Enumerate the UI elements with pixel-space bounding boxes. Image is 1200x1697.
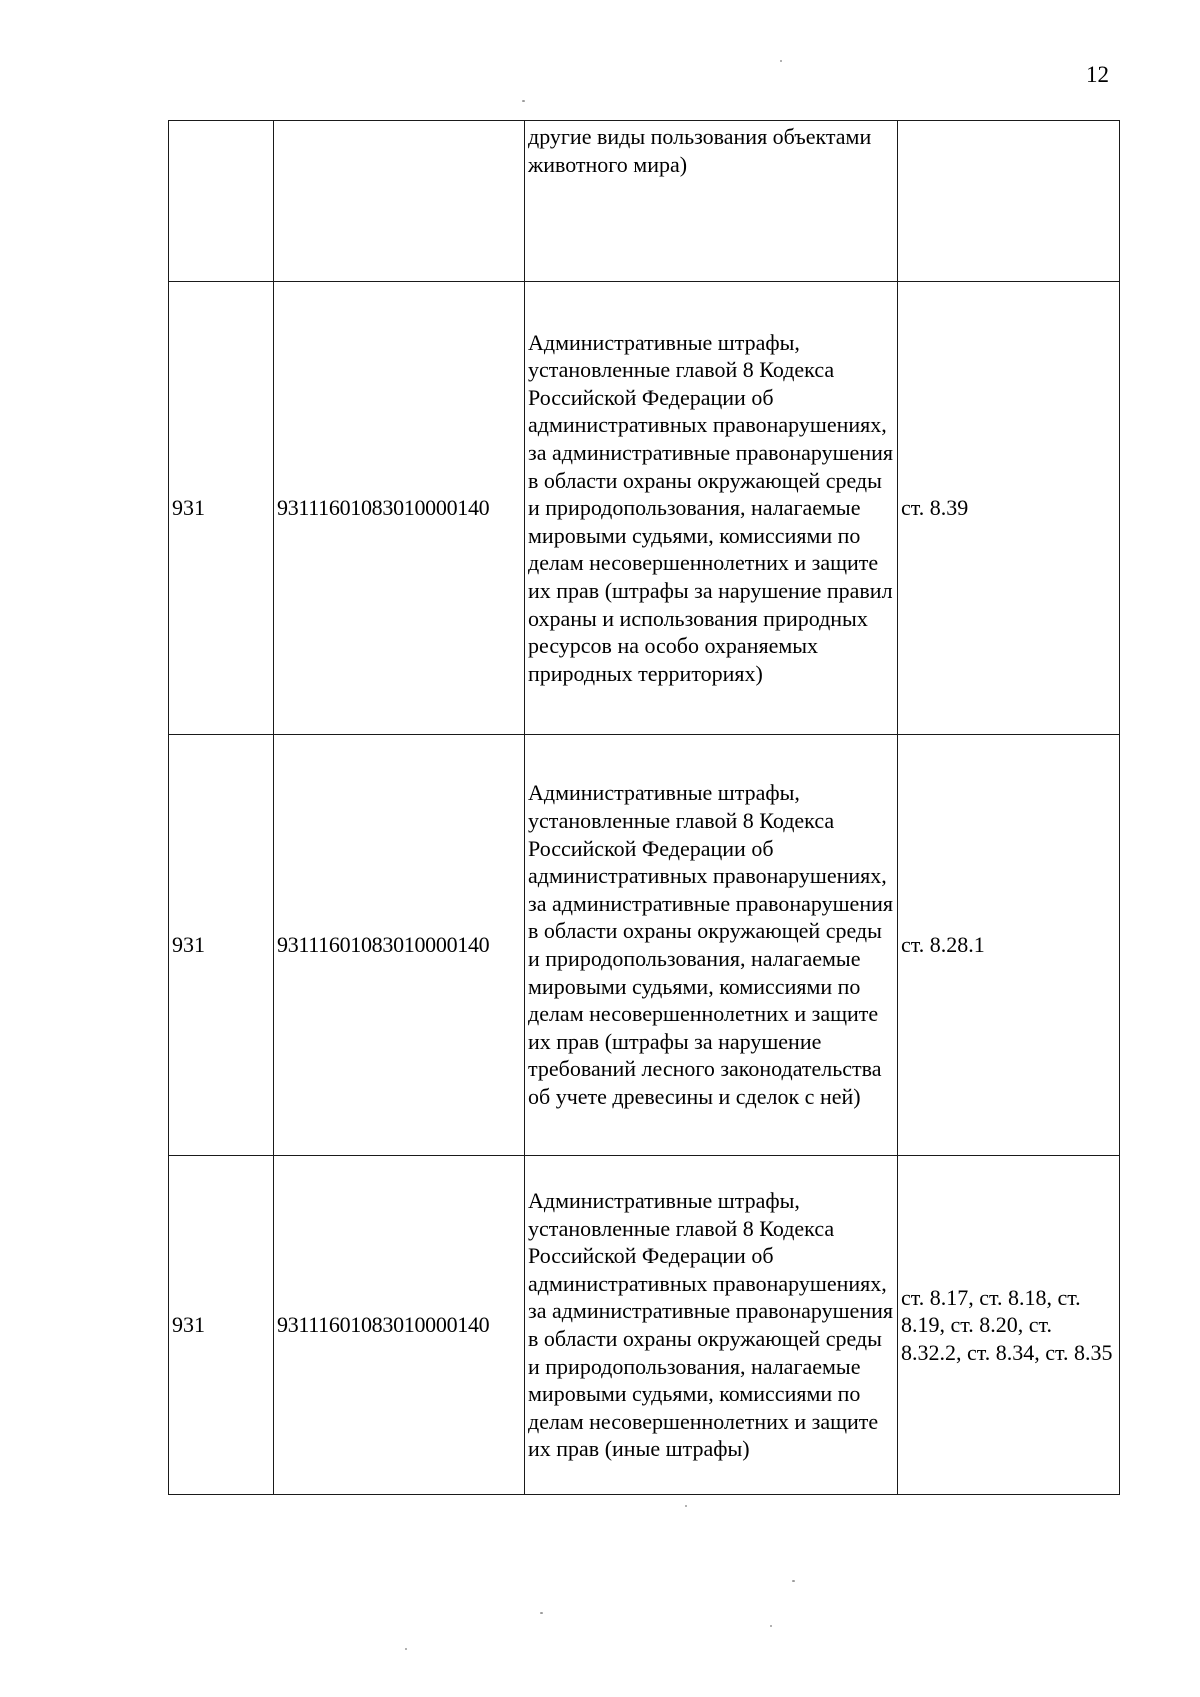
description-cell: Административные штрафы, установленные главой 8 Кодекса Российской Федерации об административных правонарушениях, за административные правонарушения в области охраны окружающей среды и природопользования, налагаемые мировыми судьями, комиссиями по делам несовершеннолетних и защите их прав (штрафы за нарушение правил охраны и использования природных ресурсов на особо охраняемых природных территориях) <box>525 282 898 735</box>
admin-code-cell: 931 <box>169 735 274 1156</box>
admin-code-cell: 931 <box>169 1156 274 1495</box>
scan-speck <box>685 1505 687 1507</box>
budget-code-cell <box>274 121 525 282</box>
description-cell: Административные штрафы, установленные главой 8 Кодекса Российской Федерации об административных правонарушениях, за административные правонарушения в области охраны окружающей среды и природопользования, налагаемые мировыми судьями, комиссиями по делам несовершеннолетних и защите их прав (штрафы за нарушение требований лесного законодательства об учете древесины и сделок с ней) <box>525 735 898 1156</box>
article-cell: ст. 8.28.1 <box>898 735 1120 1156</box>
admin-code-cell: 931 <box>169 282 274 735</box>
table-row <box>169 1156 1120 1495</box>
budget-code-cell: 93111601083010000140 <box>274 735 525 1156</box>
description-cell: другие виды пользования объектами животного мира) <box>525 121 898 282</box>
scan-speck <box>780 60 782 62</box>
table-row <box>169 282 1120 735</box>
budget-code-cell: 93111601083010000140 <box>274 1156 525 1495</box>
scan-speck <box>770 1625 772 1627</box>
description-cell: Административные штрафы, установленные главой 8 Кодекса Российской Федерации об административных правонарушениях, за административные правонарушения в области охраны окружающей среды и природопользования, налагаемые мировыми судьями, комиссиями по делам несовершеннолетних и защите их прав (иные штрафы) <box>525 1156 898 1495</box>
admin-code-cell <box>169 121 274 282</box>
scan-speck <box>405 1648 407 1650</box>
budget-code-cell: 93111601083010000140 <box>274 282 525 735</box>
article-cell: ст. 8.39 <box>898 282 1120 735</box>
scan-speck <box>540 1612 543 1614</box>
page-number: 12 <box>1086 62 1109 87</box>
table-row <box>169 735 1120 1156</box>
article-cell: ст. 8.17, ст. 8.18, ст. 8.19, ст. 8.20, ст. 8.32.2, ст. 8.34, ст. 8.35 <box>898 1156 1120 1495</box>
article-cell <box>898 121 1120 282</box>
table-row <box>169 121 1120 282</box>
fee-table <box>168 120 1120 1495</box>
scan-speck <box>522 100 525 102</box>
scan-speck <box>792 1580 795 1582</box>
